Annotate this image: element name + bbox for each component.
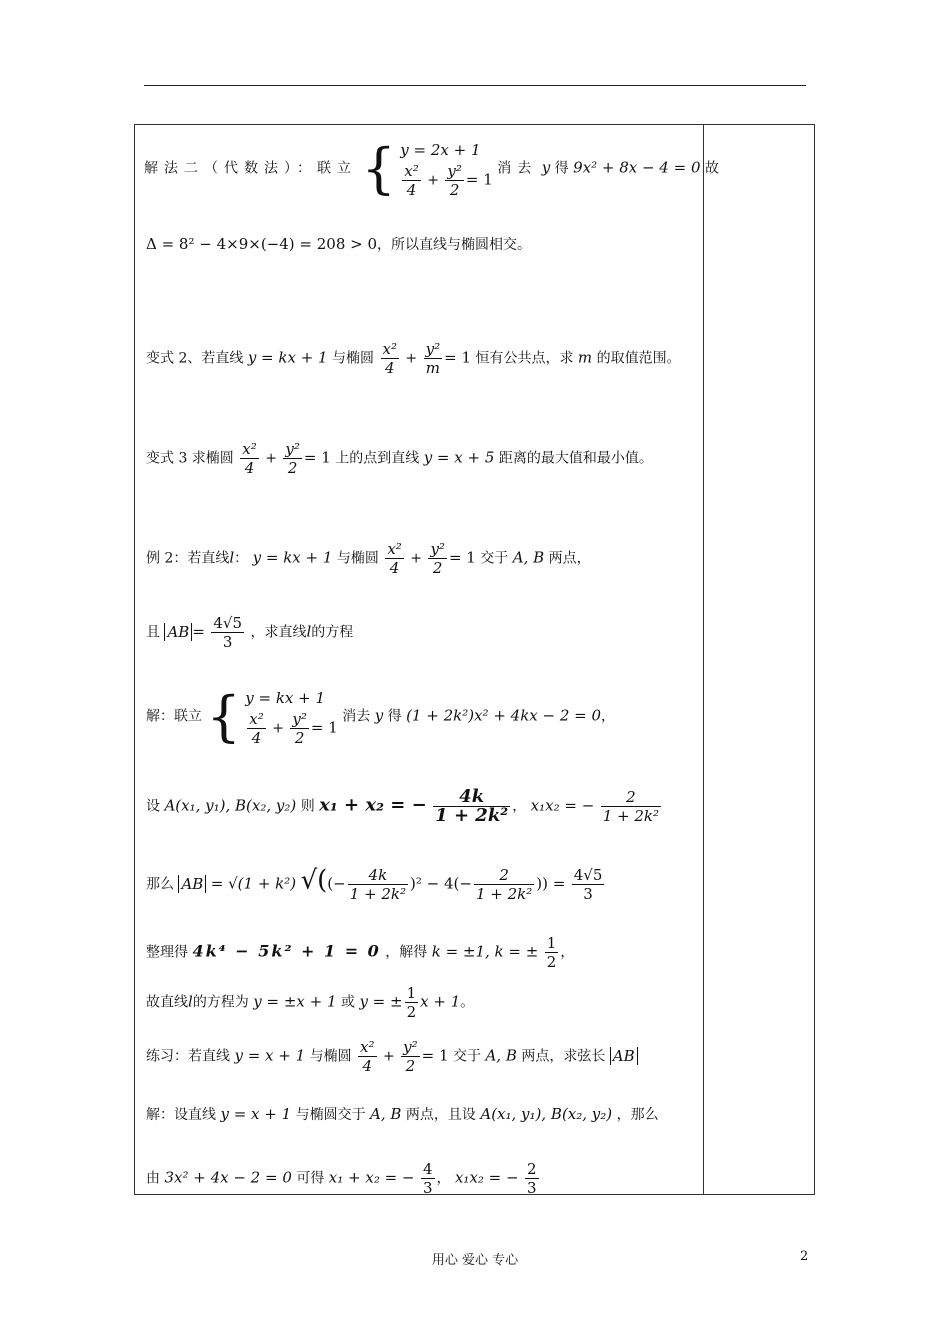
page-number: 2 <box>800 1249 809 1264</box>
solution-system: 解：联立 { y = kx + 1 $\frac{\text{x²}}{4}$ + $\frac{\text{y²}}{2}$ = 1 消去 y 得 (1 + 2k²)x² + 4kx − 2 = 0， <box>146 684 616 748</box>
header-rule <box>144 85 806 86</box>
variant-two: 变式 2、若直线 y = kx + 1 与椭圆 $\frac{\text{x²}}{4}$ + $\frac{\text{y²}}{m}$ = 1 恒有公共点，求 m 的取值范围。 <box>146 340 681 377</box>
vieta-line: 设 A(x₁, y₁), B(x₂, y₂) 则 x₁ + x₂ = − $\frac{4k}{\text{1 + 2k²}}$ ， x₁x₂ = − $\frac{2}{\text{1 + 2k²}}$ <box>146 786 660 826</box>
simplify-line: 整理得 4k⁴ − 5k² + 1 = 0 ，解得 k = ±1, k = ± $\frac{1}{2}$ ， <box>146 934 575 971</box>
equation-line: y = 2x + 1 <box>400 141 481 159</box>
chord-length-line: 那么 AB = √(1 + k²) √((− $\frac{4k}{\text{1 + 2k²}}$ )² − 4(− $\frac{2}{\text{1 + 2k²}}$ )) = $\frac{4√5}{3}$ <box>146 865 603 903</box>
example-two: 例 2：若直线l： y = kx + 1 与椭圆 $\frac{\text{x²}}{4}$ + $\frac{\text{y²}}{2}$ = 1 交于 A, B 两点， <box>146 540 591 577</box>
page-footer: 用心 爱心 专心 <box>431 1253 519 1268</box>
solution-two-label: 解法二（代数法）：联立 <box>144 160 357 177</box>
variant-three: 变式 3 求椭圆 $\frac{\text{x²}}{4}$ + $\frac{\text{y²}}{2}$ = 1 上的点到直线 y = x + 5 距离的最大值和最小值。 <box>146 440 653 477</box>
practice-solution: 解：设直线 y = x + 1 与椭圆交于 A, B 两点，且设 A(x₁, y₁), B(x₂, y₂) ，那么 <box>146 1105 659 1123</box>
quadratic-equation: 9x² + 8x − 4 = 0 <box>573 158 701 177</box>
practice-line: 练习：若直线 y = x + 1 与椭圆 $\frac{\text{x²}}{4}$ + $\frac{\text{y²}}{2}$ = 1 交于 A, B 两点，求弦长 AB <box>146 1038 638 1075</box>
discriminant-expression: Δ = 8² − 4×9×(−4) = 208 > 0 <box>146 235 378 253</box>
solution-two-line: 解法二（代数法）：联立 { y = 2x + 1 $\frac{\text{x²}}{4}$ + $\frac{\text{y²}}{2}$ = 1 消去 y 得 9x² + 8x − 4 = 0 故 <box>144 136 719 200</box>
practice-vieta: 由 3x² + 4x − 2 = 0 可得 x₁ + x₂ = − $\frac{4}{3}$ ， x₁x₂ = − $\frac{2}{3}$ <box>146 1160 537 1197</box>
system-of-equations: y = 2x + 1 $\frac{\text{x²}}{4}$ + $\frac{\text{y²}}{2}$ = 1 <box>400 138 493 199</box>
table-column-divider <box>703 124 704 1195</box>
result-line: 故直线l的方程为 y = ±x + 1 或 y = ± $\frac{1}{2}$ x + 1。 <box>146 984 475 1021</box>
content-table <box>134 124 815 1195</box>
discriminant-line: Δ = 8² − 4×9×(−4) = 208 > 0，所以直线与椭圆相交。 <box>146 235 532 253</box>
example-two-condition: 且 AB = $\frac{4√5}{3}$ ，求直线l的方程 <box>146 614 354 651</box>
